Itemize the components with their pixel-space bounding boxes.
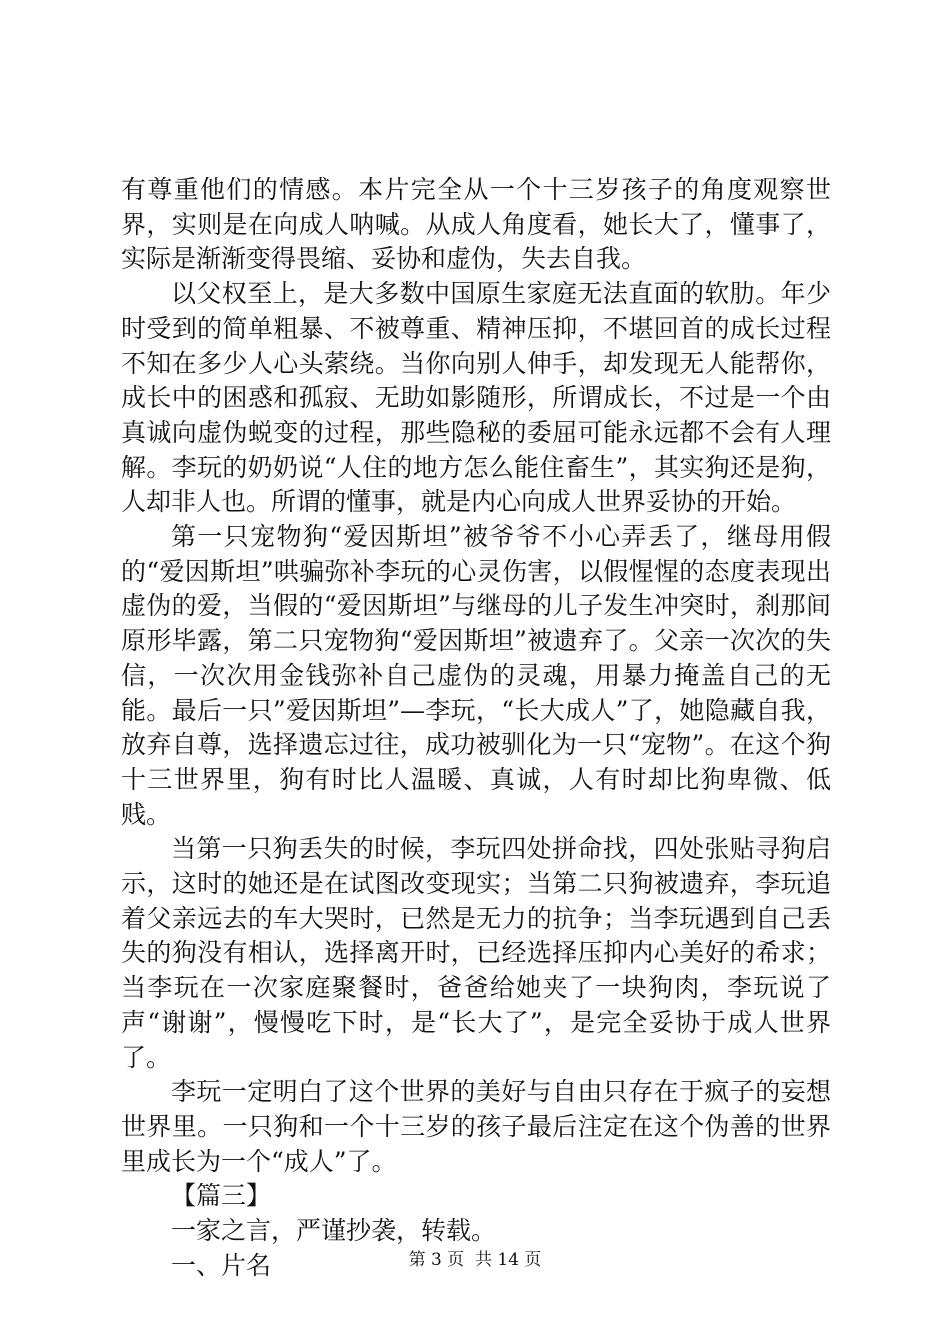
page-number-footer: 第 3 页 共 14 页 xyxy=(408,1250,542,1270)
paragraph-continuation: 有尊重他们的情感。本片完全从一个十三岁孩子的角度观察世界，实则是在向成人呐喊。从成人角度看，她长大了，懂事了，实际是渐渐变得畏缩、妥协和虚伪，失去自我。 xyxy=(121,175,831,274)
section-heading-part-three: 【篇三】 xyxy=(171,1181,272,1211)
paragraph-first-dog-lost: 当第一只狗丢失的时候，李玩四处拼命找，四处张贴寻狗启示，这时的她还是在试图改变现实；当第二只狗被遗弃，李玩追着父亲远去的车大哭时，已然是无力的抗争；当李玩遇到自己丢失的狗没有相认，选择离开时，已经选择压抑内心美好的希求；当李玩在一次家庭聚餐时，爸爸给她夹了一块狗肉，李玩说了声“谢谢”，慢慢吃下时，是“长大了”，是完全妥协于成人世界了。 xyxy=(121,834,831,1072)
document-body xyxy=(121,173,831,1284)
paragraph-disclaimer: 一家之言，严谨抄袭，转载。 xyxy=(171,1216,497,1246)
subheading-film-title: 一、片名 xyxy=(171,1250,272,1280)
paragraph-patriarchy: 以父权至上，是大多数中国原生家庭无法直面的软肋。年少时受到的简单粗暴、不被尊重、精神压抑，不堪回首的成长过程不知在多少人心头萦绕。当你向别人伸手，却发现无人能帮你，成长中的困惑和孤寂、无助如影随形，所谓成长，不过是一个由真诚向虚伪蜕变的过程，那些隐秘的委屈可能永远都不会有人理解。李玩的奶奶说“人住的地方怎么能住畜生”，其实狗还是狗，人却非人也。所谓的懂事，就是内心向成人世界妥协的开始。 xyxy=(121,279,831,517)
paragraph-conclusion: 李玩一定明白了这个世界的美好与自由只存在于疯子的妄想世界里。一只狗和一个十三岁的孩子最后注定在这个伪善的世界里成长为一个“成人”了。 xyxy=(121,1077,831,1176)
paragraph-einstein-dogs: 第一只宠物狗“爱因斯坦”被爷爷不小心弄丢了，继母用假的“爱因斯坦”哄骗弥补李玩的心灵伤害，以假惺惺的态度表现出虚伪的爱，当假的“爱因斯坦”与继母的儿子发生冲突时，刹那间原形毕露，第二只宠物狗“爱因斯坦”被遗弃了。父亲一次次的失信，一次次用金钱弥补自己虚伪的灵魂，用暴力掩盖自己的无能。最后一只”爱因斯坦”—李玩，“长大成人”了，她隐藏自我，放弃自尊，选择遗忘过往，成功被驯化为一只“宠物”。在这个狗十三世界里，狗有时比人温暖、真诚，人有时却比狗卑微、低贱。 xyxy=(121,522,831,829)
